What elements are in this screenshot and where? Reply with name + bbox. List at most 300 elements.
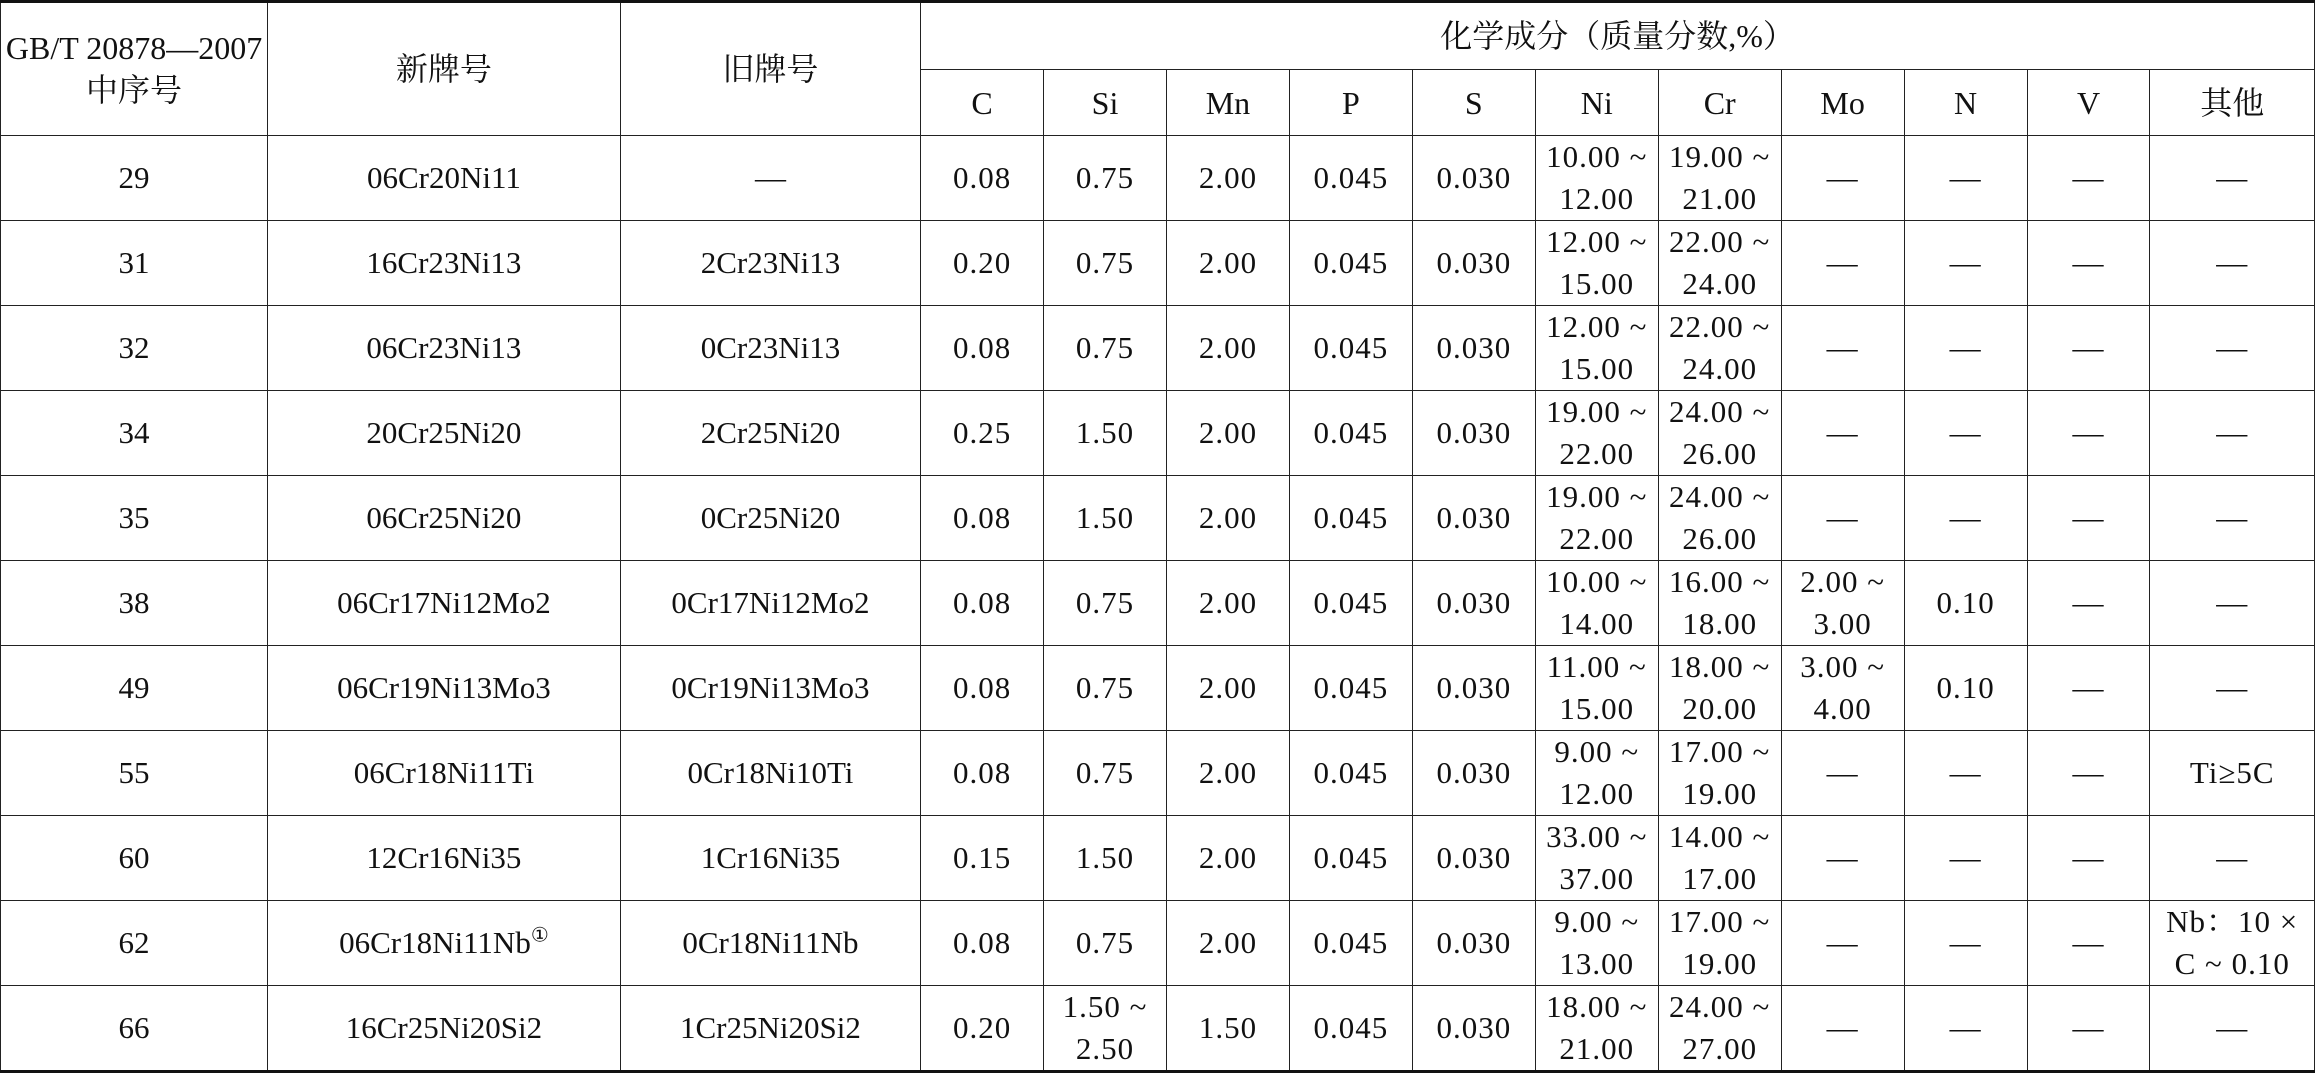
cell-element-value <box>1412 136 1535 221</box>
cell-element-value <box>1658 816 1781 901</box>
value-line: C ~ 0.10 <box>2174 946 2290 981</box>
cell-element-value <box>921 221 1044 306</box>
value-line: 0.75 <box>1075 925 1135 960</box>
value-line: 24.00 <box>1682 266 1758 301</box>
cell-element-value <box>1289 646 1412 731</box>
value-line: 0.75 <box>1075 670 1135 705</box>
cell-element-value <box>1904 731 2027 816</box>
value-line: — <box>2216 670 2249 705</box>
value-line: 0.030 <box>1436 330 1512 365</box>
cell-element-value <box>1535 816 1658 901</box>
value-line: — <box>1949 500 1982 535</box>
cell-sequence-number: 34 <box>1 391 268 476</box>
cell-element-value <box>1289 731 1412 816</box>
cell-old-grade: 2Cr25Ni20 <box>620 391 920 476</box>
value-line: 15.00 <box>1559 266 1635 301</box>
value-line: 2.50 <box>1075 1031 1135 1066</box>
cell-element-value <box>2027 306 2150 391</box>
cell-element-value <box>1781 986 1904 1072</box>
cell-element-value <box>1781 476 1904 561</box>
cell-element-value <box>1658 561 1781 646</box>
cell-element-value <box>1535 391 1658 476</box>
cell-element-value <box>1412 731 1535 816</box>
cell-element-value <box>1044 986 1167 1072</box>
table-row <box>1 646 2315 731</box>
value-line: 0.045 <box>1313 330 1389 365</box>
value-line: — <box>2216 330 2249 365</box>
value-line: 0.08 <box>952 585 1012 620</box>
value-line: 0.045 <box>1313 670 1389 705</box>
value-line: 1.50 <box>1198 1010 1258 1045</box>
cell-element-value <box>2150 136 2315 221</box>
cell-element-value <box>1166 901 1289 986</box>
value-line: 19.00 ~ <box>1546 479 1648 514</box>
cell-element-value <box>1904 391 2027 476</box>
value-line: 22.00 ~ <box>1669 224 1771 259</box>
cell-element-value <box>1904 986 2027 1072</box>
value-line: 12.00 <box>1559 776 1635 811</box>
value-line: — <box>2072 585 2105 620</box>
cell-element-value <box>1289 136 1412 221</box>
value-line: 21.00 <box>1682 181 1758 216</box>
cell-element-value <box>921 476 1044 561</box>
cell-new-grade <box>268 221 621 306</box>
header-element: Si <box>1044 70 1167 136</box>
cell-element-value <box>1166 646 1289 731</box>
cell-old-grade: 0Cr25Ni20 <box>620 476 920 561</box>
value-line: — <box>1826 840 1859 875</box>
header-element: N <box>1904 70 2027 136</box>
cell-element-value <box>1412 901 1535 986</box>
cell-element-value <box>1166 816 1289 901</box>
cell-element-value <box>1904 476 2027 561</box>
cell-element-value <box>1044 391 1167 476</box>
value-line: 22.00 <box>1559 436 1635 471</box>
value-line: 13.00 <box>1559 946 1635 981</box>
cell-element-value <box>1535 731 1658 816</box>
cell-element-value <box>1658 986 1781 1072</box>
cell-sequence-number: 31 <box>1 221 268 306</box>
cell-element-value <box>1658 901 1781 986</box>
cell-element-value <box>1166 986 1289 1072</box>
cell-element-value <box>921 391 1044 476</box>
header-seq-line-1: GB/T 20878—2007 <box>5 30 263 66</box>
value-line: 0.08 <box>952 670 1012 705</box>
new-grade-text: 06Cr19Ni13Mo3 <box>337 670 551 705</box>
cell-old-grade: 2Cr23Ni13 <box>620 221 920 306</box>
value-line: 15.00 <box>1559 351 1635 386</box>
cell-element-value <box>921 901 1044 986</box>
new-grade-text: 20Cr25Ni20 <box>366 415 522 450</box>
cell-element-value <box>1044 901 1167 986</box>
cell-element-value <box>1412 391 1535 476</box>
value-line: 0.75 <box>1075 245 1135 280</box>
cell-old-grade: 0Cr23Ni13 <box>620 306 920 391</box>
header-element: Ni <box>1535 70 1658 136</box>
cell-element-value <box>2027 221 2150 306</box>
value-line: — <box>2072 925 2105 960</box>
cell-element-value <box>1904 901 2027 986</box>
header-old-grade: 旧牌号 <box>620 2 920 136</box>
new-grade-text: 16Cr23Ni13 <box>366 245 522 280</box>
value-line: 0.030 <box>1436 840 1512 875</box>
value-line: — <box>1949 840 1982 875</box>
value-line: 2.00 <box>1198 330 1258 365</box>
value-line: — <box>1949 245 1982 280</box>
cell-element-value <box>2027 136 2150 221</box>
value-line: — <box>1949 160 1982 195</box>
cell-element-value <box>2150 986 2315 1072</box>
table-row <box>1 816 2315 901</box>
header-chemical-composition: 化学成分（质量分数,%） <box>921 2 2315 70</box>
cell-sequence-number: 66 <box>1 986 268 1072</box>
value-line: — <box>2072 500 2105 535</box>
cell-element-value <box>1166 221 1289 306</box>
cell-new-grade <box>268 901 621 986</box>
header-sequence-number <box>1 2 268 136</box>
cell-element-value <box>1781 306 1904 391</box>
value-line: 4.00 <box>1813 691 1872 726</box>
cell-new-grade <box>268 646 621 731</box>
value-line: 2.00 <box>1198 245 1258 280</box>
cell-element-value <box>2027 901 2150 986</box>
new-grade-text: 06Cr18Ni11Ti <box>353 755 535 790</box>
cell-element-value <box>921 986 1044 1072</box>
cell-element-value <box>1535 221 1658 306</box>
value-line: — <box>1949 1010 1982 1045</box>
value-line: 3.00 <box>1813 606 1872 641</box>
value-line: — <box>2216 500 2249 535</box>
cell-element-value <box>1166 561 1289 646</box>
header-element: P <box>1289 70 1412 136</box>
new-grade-text: 06Cr18Ni11Nb <box>339 925 531 960</box>
cell-sequence-number: 49 <box>1 646 268 731</box>
cell-element-value <box>1166 391 1289 476</box>
cell-element-value <box>1535 561 1658 646</box>
value-line: 0.75 <box>1075 585 1135 620</box>
value-line: 24.00 ~ <box>1669 394 1771 429</box>
value-line: 12.00 ~ <box>1546 224 1648 259</box>
value-line: 18.00 ~ <box>1546 989 1648 1024</box>
value-line: 0.25 <box>952 415 1012 450</box>
value-line: 0.10 <box>1936 670 1995 705</box>
cell-element-value <box>2150 646 2315 731</box>
value-line: 0.045 <box>1313 585 1389 620</box>
value-line: 0.030 <box>1436 415 1512 450</box>
value-line: 2.00 <box>1198 415 1258 450</box>
value-line: 0.10 <box>1936 585 1995 620</box>
value-line: 24.00 ~ <box>1669 479 1771 514</box>
value-line: 0.045 <box>1313 840 1389 875</box>
value-line: 10.00 ~ <box>1546 139 1648 174</box>
cell-element-value <box>1658 391 1781 476</box>
new-grade-text: 12Cr16Ni35 <box>366 840 522 875</box>
cell-element-value <box>1044 476 1167 561</box>
header-new-grade: 新牌号 <box>268 2 621 136</box>
value-line: 0.75 <box>1075 330 1135 365</box>
value-line: 19.00 <box>1682 776 1758 811</box>
cell-element-value <box>1904 561 2027 646</box>
header-element: S <box>1412 70 1535 136</box>
cell-element-value <box>921 646 1044 731</box>
cell-element-value <box>1535 306 1658 391</box>
value-line: 0.030 <box>1436 160 1512 195</box>
value-line: 17.00 <box>1682 861 1758 896</box>
cell-element-value <box>1904 816 2027 901</box>
value-line: 2.00 <box>1198 925 1258 960</box>
value-line: — <box>1949 755 1982 790</box>
value-line: — <box>1826 245 1859 280</box>
new-grade-text: 06Cr20Ni11 <box>366 160 521 195</box>
cell-element-value <box>2027 986 2150 1072</box>
cell-element-value <box>1904 136 2027 221</box>
cell-element-value <box>1781 901 1904 986</box>
cell-new-grade <box>268 816 621 901</box>
header-element: Mo <box>1781 70 1904 136</box>
cell-element-value <box>921 561 1044 646</box>
value-line: 22.00 ~ <box>1669 309 1771 344</box>
value-line: — <box>2072 1010 2105 1045</box>
value-line: 24.00 ~ <box>1669 989 1771 1024</box>
value-line: 0.030 <box>1436 585 1512 620</box>
value-line: 0.08 <box>952 330 1012 365</box>
value-line: 12.00 ~ <box>1546 309 1648 344</box>
value-line: 37.00 <box>1559 861 1635 896</box>
cell-old-grade: 0Cr17Ni12Mo2 <box>620 561 920 646</box>
value-line: — <box>2072 840 2105 875</box>
cell-element-value <box>2150 476 2315 561</box>
value-line: 0.045 <box>1313 245 1389 280</box>
value-line: 0.08 <box>952 160 1012 195</box>
cell-element-value <box>1044 306 1167 391</box>
cell-element-value <box>921 731 1044 816</box>
value-line: 19.00 ~ <box>1669 139 1771 174</box>
header-seq-line-2: 中序号 <box>86 72 183 108</box>
value-line: 19.00 ~ <box>1546 394 1648 429</box>
table-row <box>1 901 2315 986</box>
value-line: 3.00 ~ <box>1800 649 1886 684</box>
value-line: 9.00 ~ <box>1554 734 1640 769</box>
cell-old-grade: — <box>620 136 920 221</box>
value-line: 33.00 ~ <box>1546 819 1648 854</box>
cell-element-value <box>2150 221 2315 306</box>
value-line: — <box>2072 245 2105 280</box>
table-row <box>1 221 2315 306</box>
cell-element-value <box>1412 561 1535 646</box>
cell-element-value <box>1781 561 1904 646</box>
value-line: 22.00 <box>1559 521 1635 556</box>
value-line: — <box>2072 415 2105 450</box>
value-line: 21.00 <box>1559 1031 1635 1066</box>
value-line: 0.045 <box>1313 755 1389 790</box>
value-line: 19.00 <box>1682 946 1758 981</box>
value-line: 1.50 <box>1075 500 1135 535</box>
value-line: 0.20 <box>952 1010 1012 1045</box>
cell-element-value <box>1044 136 1167 221</box>
cell-element-value <box>2150 901 2315 986</box>
value-line: 14.00 ~ <box>1669 819 1771 854</box>
value-line: — <box>1826 755 1859 790</box>
header-element: C <box>921 70 1044 136</box>
cell-new-grade <box>268 391 621 476</box>
value-line: 2.00 <box>1198 840 1258 875</box>
value-line: 2.00 <box>1198 670 1258 705</box>
cell-element-value <box>1658 476 1781 561</box>
cell-sequence-number: 38 <box>1 561 268 646</box>
cell-element-value <box>1904 306 2027 391</box>
value-line: — <box>2216 245 2249 280</box>
cell-old-grade: 0Cr19Ni13Mo3 <box>620 646 920 731</box>
value-line: 0.030 <box>1436 500 1512 535</box>
value-line: 26.00 <box>1682 436 1758 471</box>
cell-element-value <box>1289 476 1412 561</box>
cell-element-value <box>1658 646 1781 731</box>
value-line: 2.00 <box>1198 160 1258 195</box>
value-line: 0.045 <box>1313 1010 1389 1045</box>
value-line: — <box>2072 330 2105 365</box>
cell-element-value <box>2150 391 2315 476</box>
value-line: 24.00 <box>1682 351 1758 386</box>
cell-sequence-number: 35 <box>1 476 268 561</box>
cell-element-value <box>1412 476 1535 561</box>
footnote-marker: ① <box>530 924 549 947</box>
cell-element-value <box>1289 306 1412 391</box>
value-line: 0.045 <box>1313 160 1389 195</box>
new-grade-text: 06Cr25Ni20 <box>366 500 522 535</box>
cell-element-value <box>1535 901 1658 986</box>
table-row <box>1 391 2315 476</box>
cell-element-value <box>2027 391 2150 476</box>
value-line: 0.75 <box>1075 160 1135 195</box>
cell-element-value <box>1289 816 1412 901</box>
cell-sequence-number: 62 <box>1 901 268 986</box>
value-line: 0.045 <box>1313 925 1389 960</box>
value-line: 10.00 ~ <box>1546 564 1648 599</box>
value-line: 0.08 <box>952 500 1012 535</box>
value-line: 17.00 ~ <box>1669 734 1771 769</box>
value-line: — <box>1949 330 1982 365</box>
cell-element-value <box>1781 646 1904 731</box>
value-line: 18.00 <box>1682 606 1758 641</box>
table-row <box>1 986 2315 1072</box>
cell-element-value <box>1166 136 1289 221</box>
new-grade-text: 06Cr23Ni13 <box>366 330 522 365</box>
value-line: 16.00 ~ <box>1669 564 1771 599</box>
cell-element-value <box>1044 221 1167 306</box>
value-line: 15.00 <box>1559 691 1635 726</box>
cell-element-value <box>1289 221 1412 306</box>
cell-old-grade: 1Cr25Ni20Si2 <box>620 986 920 1072</box>
cell-element-value <box>921 136 1044 221</box>
value-line: 9.00 ~ <box>1554 904 1640 939</box>
cell-element-value <box>1535 646 1658 731</box>
table-row <box>1 561 2315 646</box>
value-line: 0.08 <box>952 925 1012 960</box>
value-line: — <box>1949 925 1982 960</box>
value-line: 0.030 <box>1436 245 1512 280</box>
cell-element-value <box>1044 816 1167 901</box>
value-line: — <box>2072 755 2105 790</box>
cell-element-value <box>1044 561 1167 646</box>
value-line: — <box>1826 925 1859 960</box>
cell-new-grade <box>268 476 621 561</box>
cell-sequence-number: 29 <box>1 136 268 221</box>
header-element: 其他 <box>2150 70 2315 136</box>
value-line: — <box>2216 840 2249 875</box>
cell-element-value <box>1535 986 1658 1072</box>
cell-new-grade <box>268 731 621 816</box>
value-line: 27.00 <box>1682 1031 1758 1066</box>
value-line: 0.20 <box>952 245 1012 280</box>
cell-element-value <box>921 306 1044 391</box>
cell-element-value <box>2027 476 2150 561</box>
cell-element-value <box>1044 731 1167 816</box>
cell-element-value <box>1781 731 1904 816</box>
value-line: 0.75 <box>1075 755 1135 790</box>
header-element: Mn <box>1166 70 1289 136</box>
cell-new-grade <box>268 306 621 391</box>
cell-element-value <box>1289 561 1412 646</box>
cell-element-value <box>1658 136 1781 221</box>
value-line: 2.00 <box>1198 755 1258 790</box>
value-line: 0.030 <box>1436 755 1512 790</box>
cell-element-value <box>2150 816 2315 901</box>
cell-element-value <box>1781 136 1904 221</box>
cell-element-value <box>1289 901 1412 986</box>
value-line: — <box>1826 330 1859 365</box>
cell-new-grade <box>268 136 621 221</box>
cell-element-value <box>2027 816 2150 901</box>
cell-old-grade: 1Cr16Ni35 <box>620 816 920 901</box>
value-line: 2.00 ~ <box>1800 564 1886 599</box>
value-line: 2.00 <box>1198 500 1258 535</box>
value-line: — <box>2216 1010 2249 1045</box>
cell-element-value <box>2027 731 2150 816</box>
cell-sequence-number: 32 <box>1 306 268 391</box>
cell-old-grade: 0Cr18Ni11Nb <box>620 901 920 986</box>
cell-old-grade: 0Cr18Ni10Ti <box>620 731 920 816</box>
header-element: Cr <box>1658 70 1781 136</box>
cell-element-value <box>1412 816 1535 901</box>
table-row <box>1 476 2315 561</box>
value-line: Nb：10 × <box>2166 904 2299 939</box>
cell-sequence-number: 60 <box>1 816 268 901</box>
cell-element-value <box>1412 221 1535 306</box>
value-line: 1.50 <box>1075 415 1135 450</box>
value-line: 12.00 <box>1559 181 1635 216</box>
cell-element-value <box>2150 731 2315 816</box>
value-line: 1.50 ~ <box>1062 989 1148 1024</box>
new-grade-text: 16Cr25Ni20Si2 <box>345 1010 543 1045</box>
cell-new-grade <box>268 986 621 1072</box>
value-line: 0.045 <box>1313 415 1389 450</box>
cell-element-value <box>1535 136 1658 221</box>
cell-element-value <box>1658 221 1781 306</box>
value-line: 14.00 <box>1559 606 1635 641</box>
value-line: 18.00 ~ <box>1669 649 1771 684</box>
value-line: 0.08 <box>952 755 1012 790</box>
table-row <box>1 306 2315 391</box>
cell-element-value <box>1044 646 1167 731</box>
value-line: — <box>1949 415 1982 450</box>
cell-element-value <box>1781 221 1904 306</box>
value-line: 2.00 <box>1198 585 1258 620</box>
cell-element-value <box>1166 731 1289 816</box>
cell-element-value <box>2150 306 2315 391</box>
header-element: V <box>2027 70 2150 136</box>
cell-sequence-number: 55 <box>1 731 268 816</box>
cell-element-value <box>1658 731 1781 816</box>
